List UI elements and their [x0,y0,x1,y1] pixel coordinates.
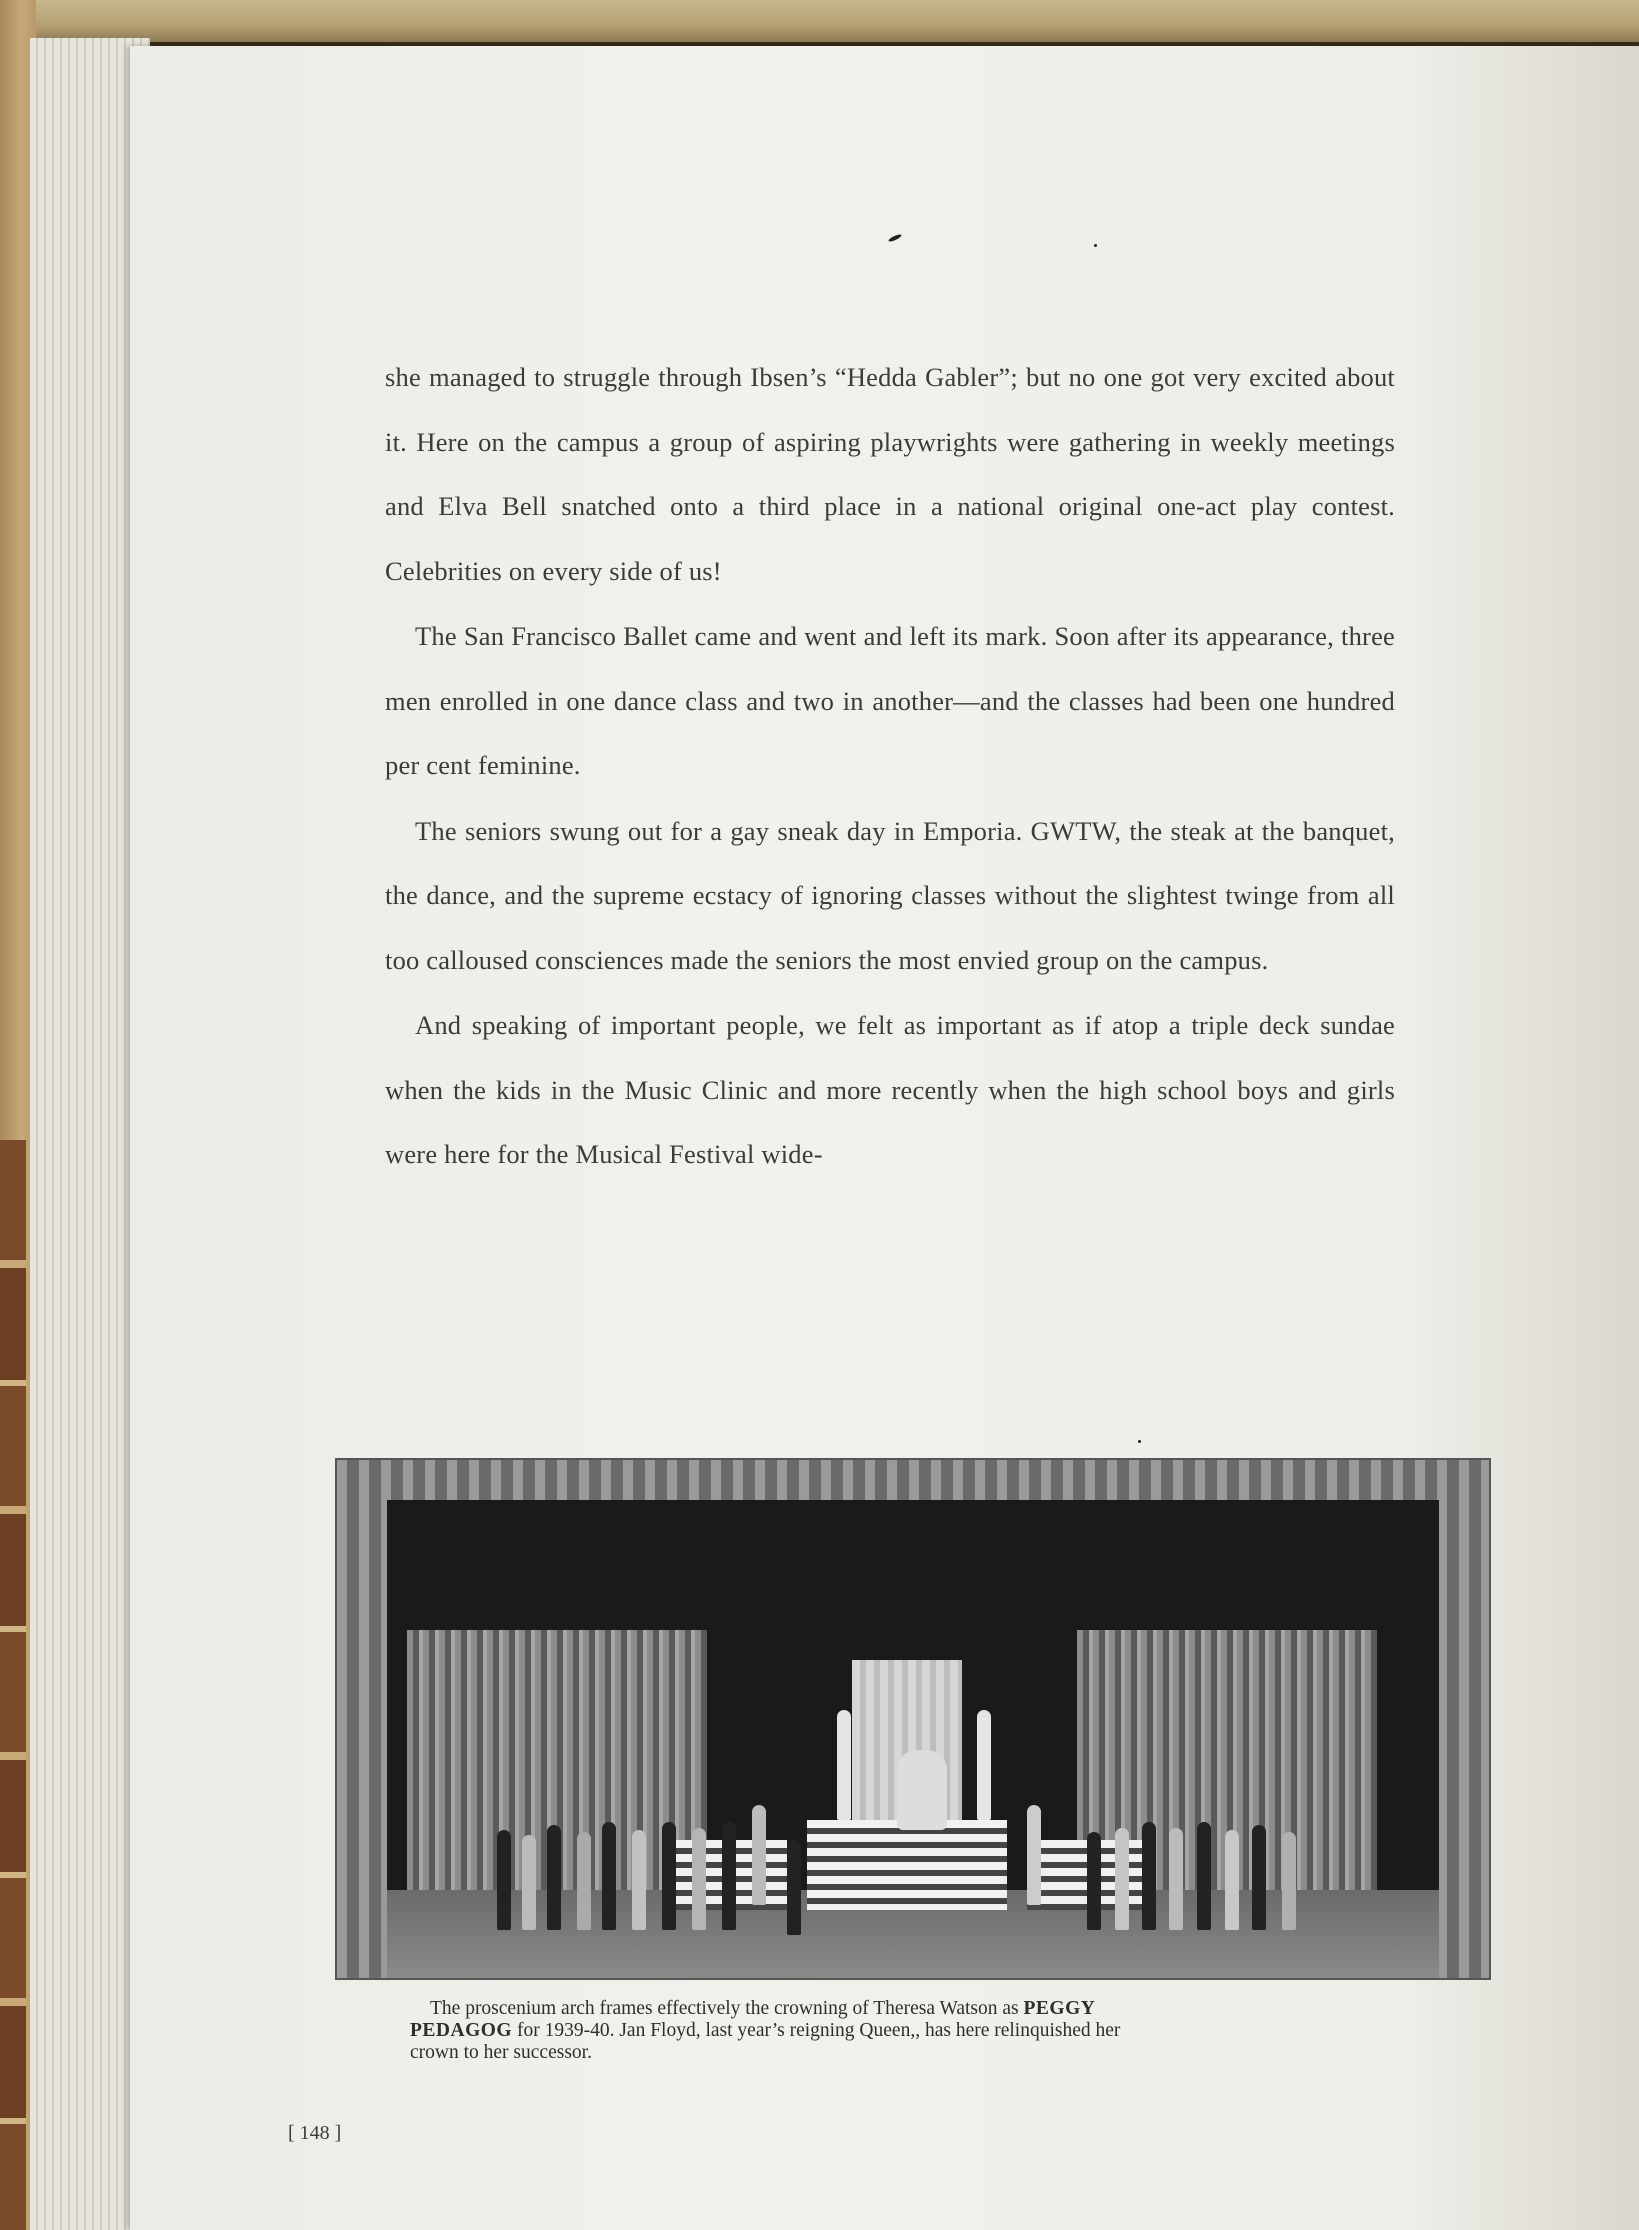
court-figure [1197,1822,1211,1930]
attendant-figure [837,1710,851,1820]
caption-text: for 1939-40. Jan Floyd, last year’s reigning Queen,, has here relinquished her [512,2020,1121,2041]
book-top-edge [0,0,1639,42]
book-spine-binding [0,1140,26,2230]
court-figure [1027,1805,1041,1905]
court-figure [722,1822,736,1930]
court-figure [1087,1832,1101,1930]
paragraph: she managed to struggle through Ibsen’s “Hedda Gabler”; but no one got very excited about it. Here on the campus a group of aspiring playwrights were gathering in weekly meetings and Elva Bell snatched onto a third place in a national original one-act play contest. Celebrities on every side of us! [385,362,1395,586]
court-figure [1225,1830,1239,1930]
court-figure [497,1830,511,1930]
ink-speck [1094,244,1097,247]
body-text [385,345,1395,1188]
caption-line [410,1998,1415,2020]
court-figure [692,1828,706,1930]
caption-line: crown to her successor. [410,2042,592,2063]
court-figure [632,1830,646,1930]
court-figure [1115,1828,1129,1930]
attendant-figure [977,1710,991,1820]
paragraph: And speaking of important people, we felt as important as if atop a triple deck sundae when the kids in the Music Clinic and more recently when the high school boys and girls were here for the Musical Festival wide- [385,1010,1395,1169]
page-number: [ 148 ] [288,2122,342,2144]
court-figure [1282,1832,1296,1930]
court-figure [1252,1825,1266,1930]
court-figure [522,1835,536,1930]
caption-bold-text: PEDAGOG [410,2020,513,2041]
ink-speck [1138,1440,1141,1443]
queen-figure [897,1750,947,1830]
caption-bold-text: PEGGY [1023,1998,1096,2019]
court-figure [577,1832,591,1930]
court-figure [1169,1828,1183,1930]
throne-steps [807,1820,1007,1910]
court-figure [1142,1822,1156,1930]
paragraph: The San Francisco Ballet came and went and left its mark. Soon after its appearance, three men enrolled in one dance class and two in another—and the classes had been one hundred per cent feminine. [385,621,1395,780]
caption-line [410,2020,1415,2042]
court-figure [662,1822,676,1930]
court-figure [547,1825,561,1930]
court-figure [752,1805,766,1905]
paragraph: The seniors swung out for a gay sneak day in Emporia. GWTW, the steak at the banquet, the dance, and the supreme ecstacy of ignoring classes without the slightest twinge from all too calloused consciences made the seniors the most envied group on the campus. [385,815,1395,975]
court-figure [602,1822,616,1930]
stage-photograph [335,1458,1491,1980]
photo-caption [410,1998,1415,2064]
caption-text: The proscenium arch frames effectively the crowning of Theresa Watson as [430,1998,1024,2019]
court-figure [787,1840,801,1935]
